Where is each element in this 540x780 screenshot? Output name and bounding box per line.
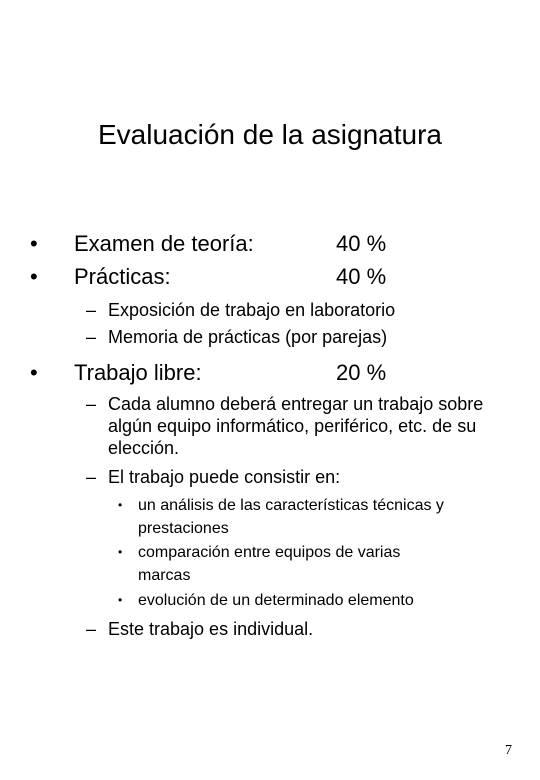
item-label: Prácticas: — [74, 264, 171, 289]
bullet: • — [30, 360, 38, 385]
dash-bullet: – — [86, 300, 97, 320]
slide-title: Evaluación de la asignatura — [97, 119, 442, 150]
small-bullet: • — [118, 498, 123, 512]
subsubitem-text: comparación entre equipos de varias marcas — [138, 544, 401, 584]
subitem-text: Este trabajo es individual. — [108, 619, 314, 639]
subsubitem-text: un análisis de las características técnicas y prestaciones — [138, 497, 444, 537]
subitem-text: Cada alumno deberá entregar un trabajo sobre algún equipo informático, periférico, etc. de su elección. — [108, 394, 484, 458]
dash-bullet: – — [86, 467, 97, 487]
subsubitem-analisis — [118, 494, 488, 540]
subitem-text: Exposición de trabajo en laboratorio — [108, 300, 396, 320]
subitem-consistir — [86, 466, 506, 488]
subitem-exposicion — [86, 299, 506, 321]
item-percentage: 20 % — [336, 360, 387, 385]
subitem-memoria — [86, 326, 506, 348]
subsubitem-text: evolución de un determinado elemento — [138, 592, 414, 609]
bullet: • — [30, 231, 38, 256]
dash-bullet: – — [86, 394, 97, 414]
small-bullet: • — [118, 593, 123, 607]
dash-bullet: – — [86, 619, 97, 639]
item-percentage: 40 % — [336, 231, 387, 256]
page-number: 7 — [505, 743, 512, 758]
subitem-individual — [86, 618, 506, 640]
bullet: • — [30, 264, 38, 289]
dash-bullet: – — [86, 327, 97, 347]
item-label: Examen de teoría: — [74, 231, 254, 256]
item-label: Trabajo libre: — [74, 360, 202, 385]
item-percentage: 40 % — [336, 264, 387, 289]
subitem-text: Memoria de prácticas (por parejas) — [108, 327, 388, 347]
subitem-text: El trabajo puede consistir en: — [108, 467, 341, 487]
small-bullet: • — [118, 545, 123, 559]
subsubitem-evolucion — [118, 589, 498, 612]
subsubitem-comparacion — [118, 541, 448, 587]
subitem-cada-alumno — [86, 393, 496, 459]
